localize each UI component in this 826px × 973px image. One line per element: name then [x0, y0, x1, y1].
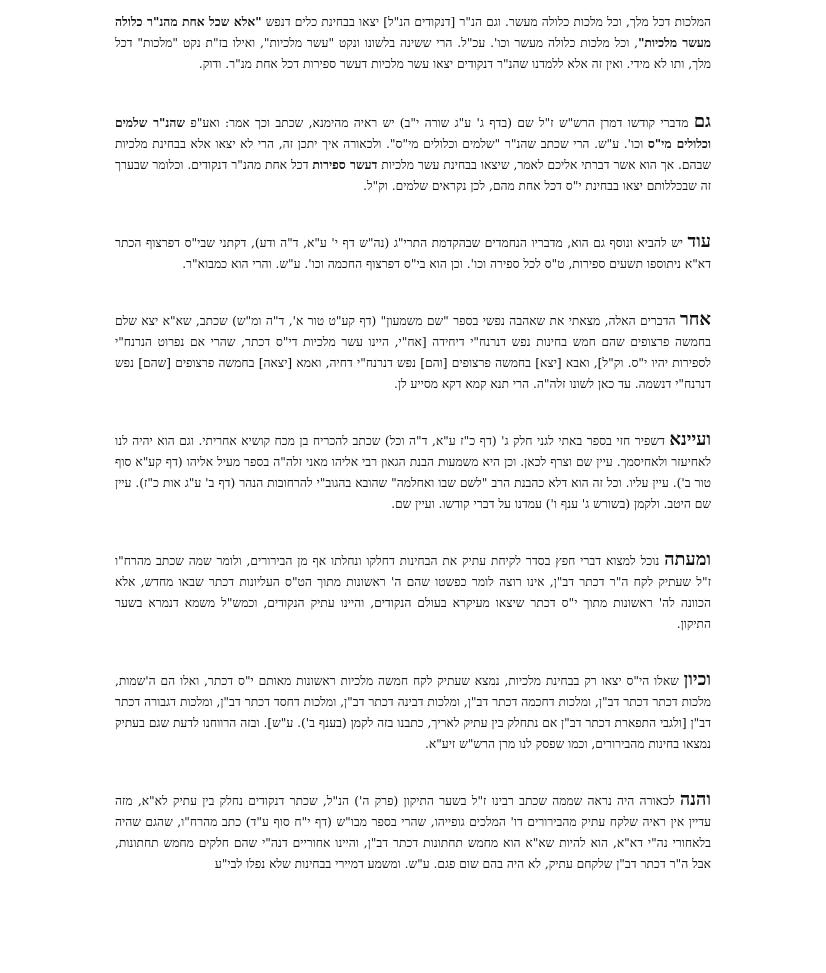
paragraph: [115, 111, 711, 197]
paragraph-opening-word: וכיון: [683, 669, 711, 690]
paragraph-text: דכל אחת מהנ"ר דנקודים. וכלומר שבערך זה שבכללותם יצאו בבחינת י"ס דכל אחת מהם, לכן נקראים שלמים. וק"ל.: [115, 158, 711, 193]
paragraph-text: יש להביא ונוסף גם הוא, מדבריו הנחמדים שבהקדמת התרי"ג (נה"ש דף י' ע"א, ד"ה ודע), דקתני שבי"ס דפרצוף הכתר דא"א ניתוספו תשעים ספירות, ט"ס לכל ספירה וכו'. וכן הוא בי"ס דפרצוף החכמה וכו'. ע"ש. והרי הוא כמבוא"ר.: [115, 236, 711, 271]
paragraph: [115, 429, 711, 515]
paragraph: [115, 231, 711, 275]
paragraph-text: המלכות דכל מלך, וכל מלכות כלולה מעשר. וגם הנ"ר [דנקודים הנ"ל] יצאו בבחינת כלים דנפש: [261, 15, 712, 29]
bold-text: דעשר ספירות: [312, 158, 378, 172]
paragraph: [115, 669, 711, 755]
paragraph-text: וכו'. ע"ש. הרי שכתב שהנ"ר "שלמים וכלולים מי"ס". ולכאורה איך יתכן זה, הרי לא יצאו אלא בבחינת מלכיות שבהם. אך הוא אשר דברתי אליכם לאמר, שיצאו בבחינת עשר מלכיות: [115, 137, 711, 172]
paragraph-text: מדברי קודשו דמרן הרש"ש ז"ל שם (בדף ג' ע"ג שורה י"ב) יש ראיה מהימנא, שכתב וכך אמר: ואע"פ: [185, 116, 694, 130]
paragraph: [115, 309, 711, 395]
paragraph: [115, 789, 711, 875]
paragraph-text: הדברים האלה, מצאתי את שאהבה נפשי בספר "שם משמעון" (דף קע"ט טור א', ד"ה ומ"ש) שכתב, שא"א יצא שלם בחמשה פרצופים שהם חמש בחינות נפש דנרנח"י דיחידה [אח"י, היינו עשר מלכיות די"ס דכתר, שהרי אם נפרוט הנרנח"י לספירות יהיו י"ס. וק"ל], ואבא [יצא] בחמשה פרצופים [והם] נפש דנרנח"י דחיה, ואמא [יצאה] בחמשה פרצופים [שהם] נפש דנרנח"י דנשמה. עד כאן לשונו זלה"ה. הרי תנא קמא דקא מסייע לן.: [115, 314, 711, 391]
bold-text: שהנ"ר שלמים וכלולים מי"ס: [115, 116, 712, 151]
document-page: [115, 12, 711, 909]
paragraph: [115, 549, 711, 635]
paragraph-text: דשפיר חזי בספר באתי לגני חלק ג' (דף כ"ז ע"א, ד"ה וכל) שכתב להכריח בן מכח קושיא אחריתי. וגם הוא יהיה לנו לאחיעזר ולאחיסמך. עיין שם וצרף לכאן. וכן היא משמעות הבנת הגאון רבי אליהו מאני זלה"ה בספר מעיל אליהו (דף קע"א סוף טור ב'). עיין עליו. וכל זה הוא דלא כהבנת הרב "לשם שבו ואחלמה" שהובא בהגוב"י להרחובות הנהר (דף ב' ע"ג אות כ"ז). עיין שם היטב. ולקמן (בשורש ג' ענף ו') עמדנו על דברי קודשו. ועיין שם.: [115, 434, 711, 511]
paragraph: [115, 12, 711, 75]
paragraph-opening-word: עוד: [687, 231, 711, 252]
paragraph-text: נוכל למצוא דברי חפץ בסדר לקיחת עתיק את הבחינות דחלקו ונחלתו אף מן הבירורים, ולומר שמה שכתב מהרח"ו ז"ל שעתיק לקח ה"ר דכתר דב"ן, אינו רוצה לומר כפשטו שהם ה' ראשונות מתוך הט"ס העליונות דכתר שבאו מחדש, אלא הכוונה לה' ראשונות מתוך י"ס דכתר שיצאו מעיקרא בעולם הנקודים, והיינו עתיק הנקודים, וכמש"ל משמא דנמרא בשער התיקון.: [115, 554, 711, 631]
paragraph-opening-word: ועיינא: [669, 429, 711, 450]
bold-text: "אלא שכל אחת מהנ"ר כלולה מעשר מלכיות": [115, 15, 711, 50]
paragraph-text: לכאורה היה נראה שממה שכתב רבינו ז"ל בשער התיקון (פרק ה') הנ"ל, שכתר דנקודים נחלק בין עתיק לא"א, מזה עדיין אין ראיה שלקח עתיק מהבירורים דו' המלכים גופייהו, שהרי בספר מבו"ש (דף י"ח סוף ע"ד) כתב מהרח"ו, שהגם שהיה בלאחורי נה"י דא"א, הוא להיות שא"א הוא מחמש תחתונות דכתר דב"ן, והיינו אחוריים דנה"י שהם חלקים מחמש תחתונות, אבל ה"ר דכתר דב"ן שלקחם עתיק, לא היה בהם שום פגם. ע"ש. ומשמע דמיירי בבחינות שלא נפלו לבי"ע: [115, 794, 711, 871]
paragraph-text: , וכל מלכות כלולה מעשר וכו'. עכ"ל. הרי ששינה בלשונו ונקט "עשר מלכיות", ואילו בז"ת נקט "מלכות" דכל מלך, ותו לא מידי. ואין זה אלא ללמדנו שהנ"ר דנקודים יצאו עשר מלכיות דעשר ספירות דכל אחת מנ"ר. ודוק.: [115, 36, 711, 71]
paragraph-opening-word: גם: [693, 111, 711, 132]
paragraph-opening-word: והנה: [679, 789, 711, 810]
paragraph-opening-word: ומעתה: [664, 549, 711, 570]
paragraph-opening-word: אחר: [679, 309, 711, 330]
paragraph-text: שאלו הי"ס יצאו רק בבחינת מלכיות, נמצא שעתיק לקח חמשה מלכיות ראשונות מאותם י"ס דכתר, ואלו הם ה'שמות, מלכות דכתר דכתר דב"ן, ומלכות דחכמה דכתר דב"ן, ומלכות דבינה דכתר דב"ן, ומלכות דחסד דכתר דב"ן, ומלכות דגבורה דכתר דב"ן [ולגבי התפארת דכתר דב"ן אם נתחלק בין עתיק לאריך, כתבנו בזה לקמן (בענף ב'). ע"ש]. ובזה הרווחנו לדעת שגם בעתיק נמצאו בחינות מהבירורים, וכמו שפסק לנו מרן הרש"ש זיע"א.: [115, 674, 711, 751]
